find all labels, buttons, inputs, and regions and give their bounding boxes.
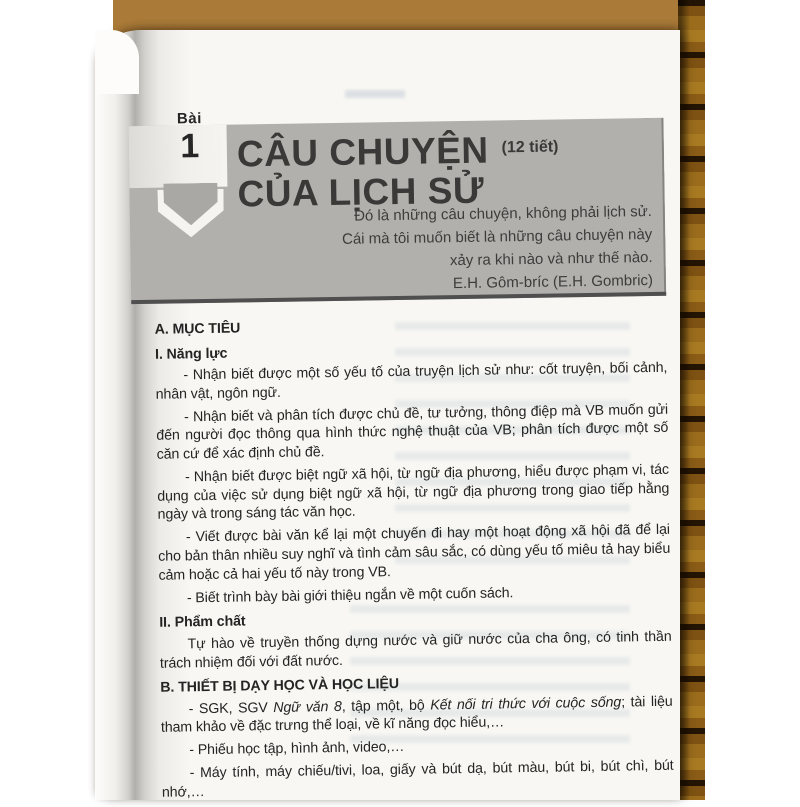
epigraph: [342, 200, 654, 297]
equipment-item: - Phiếu học tập, hình ảnh, video,…: [189, 739, 405, 759]
equipment-item: [161, 692, 674, 737]
subsection-i-heading: I. Năng lực: [154, 345, 228, 363]
book-title-italic: Ngữ văn 8: [273, 698, 342, 716]
lesson-body: [155, 313, 675, 803]
quality-paragraph: Tự hào về truyền thống dựng nước và giữ nước của cha ông, có tinh thần trách nhiệm đối với đất nước.: [159, 628, 672, 672]
badge-number: 1: [180, 127, 200, 166]
unit-badge: [162, 111, 217, 164]
objective-item: - Biết trình bày bài giới thiệu ngắn về một cuốn sách.: [186, 584, 514, 607]
unit-title-line1: CÂU CHUYỆN: [236, 129, 489, 175]
epigraph-attribution: E.H. Gôm-bríc (E.H. Gombric): [452, 271, 654, 293]
page-stack-corner: [95, 30, 139, 94]
series-title-italic: Kết nối tri thức với cuộc sống: [430, 694, 622, 714]
equipment-item: - Máy tính, máy chiếu/tivi, loa, giấy và bút dạ, bút màu, bút bi, bút chì, bút nhớ,…: [161, 758, 674, 801]
epigraph-line: xảy ra khi nào và như thế nào.: [449, 248, 653, 270]
equipment-text: - SGK, SGV: [188, 699, 274, 718]
page-content: [127, 26, 674, 807]
unit-duration: (12 tiết): [501, 138, 559, 157]
equipment-text: , tập một, bộ: [341, 697, 431, 715]
unit-title-line2: CỦA LỊCH SỬ: [237, 169, 485, 215]
epigraph-line: Cái mà tôi muốn biết là những câu chuyện này: [341, 225, 653, 248]
objective-item: - Nhận biết và phân tích được chủ đề, tư tưởng, thông điệp mà VB muốn gửi đến người đọc thông qua hình thức nghệ thuật của VB; phân tích được một số căn cứ để xác định chủ đề.: [156, 401, 669, 463]
objective-item: - Nhận biết được biệt ngữ xã hội, từ ngữ địa phương, hiểu được phạm vi, tác dụng của việc sử dụng biệt ngữ xã hội, từ ngữ địa phương trong giao tiếp hằng ngày và trong sáng tác văn học.: [157, 461, 670, 524]
subsection-ii-heading: II. Phẩm chất: [159, 613, 246, 632]
objective-item: - Viết được bài văn kể lại một chuyến đi hay một hoạt động xã hội đã để lại cho bản thân nhiều suy nghĩ và tình cảm sâu sắc, có dùng yếu tố miêu tả hay biểu cảm hoặc cả hai yếu tố này trong VB.: [158, 522, 671, 584]
epigraph-line: Đó là những câu chuyện, không phải lịch sử.: [354, 202, 653, 225]
book-photo: [95, 0, 705, 800]
objective-item: - Nhận biết được một số yếu tố của truyện lịch sử như: cốt truyện, bối cảnh, nhân vật, ngôn ngữ.: [155, 359, 668, 403]
section-b-heading: B. THIẾT BỊ DẠY HỌC VÀ HỌC LIỆU: [160, 676, 400, 696]
book-page: [95, 30, 680, 800]
equipment-text: ; tài liệu tham khảo về đặc trưng thể loại, về kĩ năng đọc hiểu,…: [160, 693, 673, 737]
unit-header-box: [128, 110, 666, 304]
badge-label: Bài: [176, 110, 202, 128]
section-a-heading: A. MỤC TIÊU: [154, 320, 241, 338]
bamboo-mat-right: [678, 0, 705, 800]
